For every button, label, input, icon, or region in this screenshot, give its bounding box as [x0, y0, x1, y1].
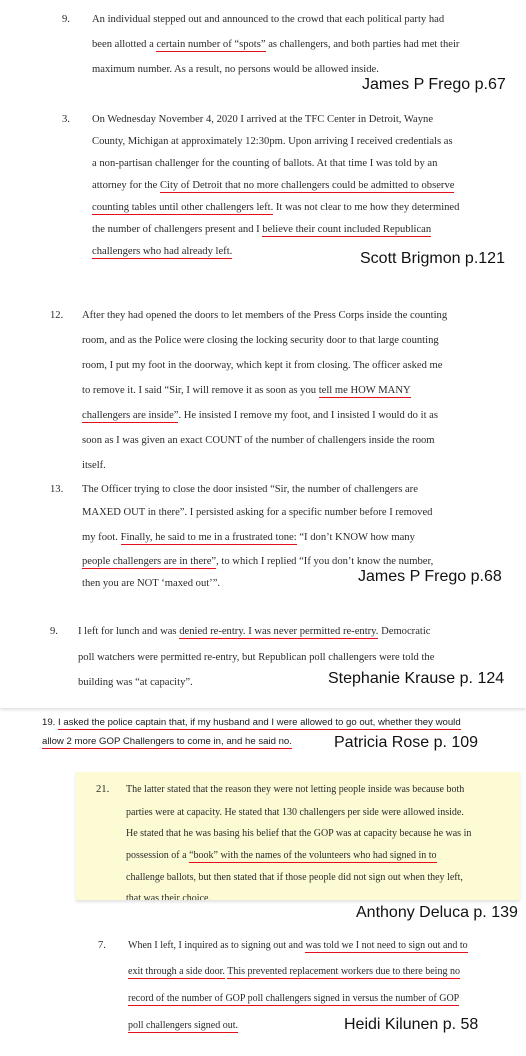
- text-line: been allotted a certain number of “spots” as challengers, and both parties had met their: [92, 39, 460, 50]
- text-line: The Officer trying to close the door insisted “Sir, the number of challengers are: [82, 484, 418, 495]
- underlined-phrase: This prevented replacement workers due to there being no: [227, 966, 460, 977]
- text-line: challenge ballots, but then stated that if those people did not sign out when they left,: [126, 872, 463, 883]
- underlined-phrase: tell me HOW MANY: [318, 385, 411, 396]
- underlined-phrase: Finally, he said to me in a frustrated tone:: [120, 532, 297, 543]
- underlined-phrase: exit through a side door.: [128, 966, 225, 977]
- underlined-phrase: “book” with the names of the volunteers who had signed in to: [189, 850, 437, 861]
- excerpt-kilunen-58: [0, 932, 526, 1056]
- excerpt-krause-124: [0, 616, 526, 708]
- underlined-phrase: counting tables until other challengers left.: [92, 202, 274, 213]
- citation: James P Frego p.67: [362, 76, 506, 93]
- text-line: An individual stepped out and announced to the crowd that each political party had: [92, 14, 445, 25]
- text-line: After they had opened the doors to let members of the Press Corps inside the counting: [82, 310, 448, 321]
- text-line: a non-partisan challenger for the counting of ballots. At that time I was told by an: [92, 158, 438, 169]
- text-line: [128, 966, 460, 977]
- text-line: poll watchers were permitted re-entry, but Republican poll challengers were told the: [78, 652, 435, 663]
- paragraph-number: 12.: [50, 310, 64, 321]
- text-line: counting tables until other challengers left. It was not clear to me how they determined: [92, 202, 460, 213]
- text-line: room, and as the Police were closing the locking security door to that large counting: [82, 335, 439, 346]
- text-line: [58, 717, 461, 728]
- text-line: people challengers are in there”, to which I replied “If you don’t know the number,: [82, 556, 434, 567]
- paragraph-number: 9.: [62, 14, 70, 25]
- text-line: [128, 993, 459, 1004]
- excerpt-frego-68: [0, 300, 526, 592]
- text-line: my foot. Finally, he said to me in a frustrated tone: “I don’t KNOW how many: [82, 532, 415, 543]
- text-line: to remove it. I said “Sir, I will remove it as soon as you tell me HOW MANY: [82, 385, 411, 396]
- citation: Scott Brigmon p.121: [360, 250, 505, 267]
- underlined-phrase: challengers who had already left.: [92, 246, 233, 257]
- text-line: [92, 246, 232, 257]
- paragraph-number: 13.: [50, 484, 64, 495]
- underlined-phrase: that was their choice.: [126, 893, 211, 900]
- underlined-phrase: I asked the police captain that, if my husband and I were allowed to go out, whether they would: [58, 717, 461, 728]
- underlined-phrase: denied re-entry. I was never permitted re-entry.: [179, 626, 379, 637]
- text-line: The latter stated that the reason they were not letting people inside was because both: [126, 784, 465, 795]
- text-line: room, I put my foot in the doorway, which kept it from closing. The officer asked me: [82, 360, 443, 371]
- text-line: [42, 736, 292, 747]
- citation: Patricia Rose p. 109: [334, 734, 479, 751]
- citation: Heidi Kilunen p. 58: [344, 1016, 479, 1033]
- paragraph-number: 7.: [98, 940, 106, 951]
- text-line: When I left, I inquired as to signing out and was told we I not need to sign out and to: [128, 940, 468, 951]
- underlined-phrase: allow 2 more GOP Challengers to come in, and he said no.: [42, 736, 292, 747]
- excerpt-deluca-139: [76, 772, 520, 900]
- citation: James P Frego p.68: [358, 568, 502, 585]
- underlined-phrase: record of the number of GOP poll challengers signed in versus the number of GOP: [128, 993, 460, 1004]
- text-line: then you are NOT ‘maxed out’”.: [82, 578, 221, 589]
- text-line: parties were at capacity. He stated that 130 challengers per side were allowed inside.: [126, 807, 464, 818]
- text-line: MAXED OUT in there”. I persisted asking for a specific number before I removed: [82, 507, 433, 518]
- text-line: the number of challengers present and I believe their count included Republican: [92, 224, 432, 235]
- text-line: attorney for the City of Detroit that no more challengers could be admitted to observe: [92, 180, 455, 191]
- underlined-phrase: was told we I not need to sign out and to: [305, 940, 468, 951]
- underlined-phrase: people challengers are in there”: [82, 556, 217, 567]
- text-line: On Wednesday November 4, 2020 I arrived at the TFC Center in Detroit, Wayne: [92, 114, 434, 125]
- underlined-phrase: certain number of “spots”: [156, 39, 266, 50]
- text-line: possession of a “book” with the names of the volunteers who had signed in to: [126, 850, 437, 861]
- paragraph-number: 19.: [42, 717, 56, 728]
- text-line: soon as I was given an exact COUNT of the number of challengers inside the room: [82, 435, 435, 446]
- underlined-phrase: challengers are inside”: [82, 410, 179, 421]
- text-line: County, Michigan at approximately 12:30pm. Upon arriving I received credentials as: [92, 136, 453, 147]
- paragraph-number: 21.: [96, 784, 110, 795]
- underlined-phrase: City of Detroit that no more challengers could be admitted to observe: [159, 180, 455, 191]
- excerpt-rose-109: [0, 710, 526, 760]
- citation: Anthony Deluca p. 139: [356, 904, 518, 921]
- text-line: challengers are inside”. He insisted I remove my foot, and I insisted I would do it as: [82, 410, 438, 421]
- excerpt-brigmon-121: [0, 103, 526, 278]
- text-line: building was “at capacity”.: [78, 677, 193, 688]
- text-line: itself.: [82, 460, 106, 471]
- text-line: I left for lunch and was denied re-entry. I was never permitted re-entry. Democratic: [78, 626, 431, 637]
- excerpt-frego-67: [0, 0, 526, 100]
- text-line: [128, 1020, 238, 1031]
- paragraph-number: 3.: [62, 114, 70, 125]
- text-line: [126, 893, 211, 900]
- text-line: He stated that he was basing his belief that the GOP was at capacity because he was in: [126, 828, 472, 839]
- underlined-phrase: believe their count included Republican: [262, 224, 432, 235]
- underlined-phrase: poll challengers signed out.: [128, 1020, 238, 1031]
- citation: Stephanie Krause p. 124: [328, 670, 505, 687]
- text-line: maximum number. As a result, no persons would be allowed inside.: [92, 64, 379, 75]
- paragraph-number: 9.: [50, 626, 58, 637]
